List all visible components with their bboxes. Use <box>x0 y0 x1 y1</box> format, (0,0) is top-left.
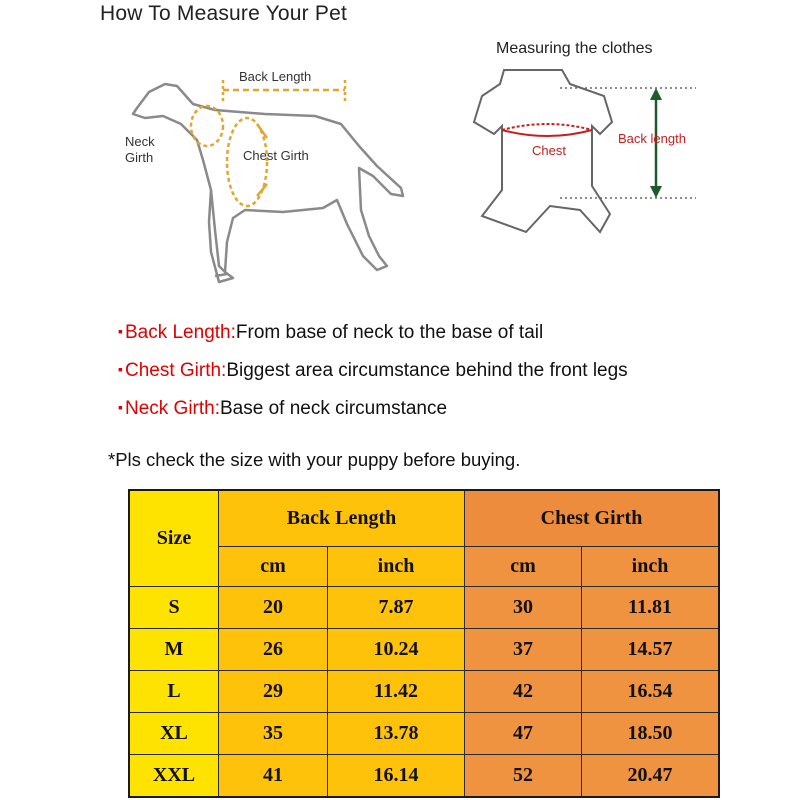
table-row <box>129 586 719 628</box>
bullet-icon: ▪ <box>118 399 123 415</box>
back-length-inch-cell: 13.78 <box>328 713 465 755</box>
definition-neck-girth <box>118 390 628 428</box>
page-title: How To Measure Your Pet <box>100 2 348 25</box>
chest-girth-cm-cell: 30 <box>465 586 582 628</box>
size-header: Size <box>129 490 219 586</box>
chest-girth-inch-cell: 18.50 <box>582 713 720 755</box>
definition-desc: Base of neck circumstance <box>220 398 448 419</box>
unit-cm-header: cm <box>465 546 582 586</box>
unit-inch-header: inch <box>582 546 720 586</box>
chest-label: Chest <box>532 143 566 158</box>
bullet-icon: ▪ <box>118 361 123 377</box>
chest-girth-cm-cell: 42 <box>465 671 582 713</box>
clothes-diagram-title: Measuring the clothes <box>496 40 653 57</box>
back-length-cm-cell: 20 <box>219 586 328 628</box>
size-cell: XL <box>129 713 219 755</box>
size-table <box>128 489 720 798</box>
size-cell: S <box>129 586 219 628</box>
back-length-inch-cell: 10.24 <box>328 628 465 670</box>
back-length-cm-cell: 26 <box>219 628 328 670</box>
back-length-clothes-label: Back length <box>618 131 686 146</box>
table-row <box>129 671 719 713</box>
clothes-measure-diagram <box>460 30 720 250</box>
back-length-cm-cell: 35 <box>219 713 328 755</box>
chest-girth-inch-cell: 16.54 <box>582 671 720 713</box>
definition-term: Neck Girth: <box>124 398 220 419</box>
size-cell: M <box>129 628 219 670</box>
unit-inch-header: inch <box>328 546 465 586</box>
definition-chest-girth <box>118 352 628 390</box>
back-length-header: Back Length <box>219 490 465 546</box>
dog-measure-diagram <box>115 60 415 290</box>
table-row <box>129 628 719 670</box>
chest-girth-cm-cell: 52 <box>465 755 582 797</box>
back-length-cm-cell: 29 <box>219 671 328 713</box>
bullet-icon: ▪ <box>118 323 123 339</box>
table-row <box>129 755 719 797</box>
definition-term: Chest Girth: <box>124 360 227 381</box>
chest-girth-inch-cell: 20.47 <box>582 755 720 797</box>
definition-term: Back Length: <box>124 322 236 343</box>
chest-girth-inch-cell: 14.57 <box>582 628 720 670</box>
back-length-inch-cell: 16.14 <box>328 755 465 797</box>
back-length-inch-cell: 7.87 <box>328 586 465 628</box>
back-length-cm-cell: 41 <box>219 755 328 797</box>
definition-desc: Biggest area circumstance behind the front legs <box>226 360 628 381</box>
size-cell: L <box>129 671 219 713</box>
dog-outline-icon <box>133 84 403 282</box>
chest-girth-header: Chest Girth <box>465 490 720 546</box>
chest-girth-cm-cell: 37 <box>465 628 582 670</box>
unit-cm-header: cm <box>219 546 328 586</box>
chest-girth-cm-cell: 47 <box>465 713 582 755</box>
neck-girth-label-line2: Girth <box>125 150 154 165</box>
size-cell: XXL <box>129 755 219 797</box>
table-row <box>129 713 719 755</box>
definitions-list <box>118 314 628 428</box>
neck-girth-label-line1: Neck <box>125 134 155 149</box>
size-check-note: *Pls check the size with your puppy before buying. <box>108 449 521 470</box>
back-length-label: Back Length <box>239 69 312 84</box>
back-length-inch-cell: 11.42 <box>328 671 465 713</box>
chest-girth-label: Chest Girth <box>243 148 309 163</box>
chest-girth-inch-cell: 11.81 <box>582 586 720 628</box>
definition-back-length <box>118 314 628 352</box>
definition-desc: From base of neck to the base of tail <box>235 322 544 343</box>
